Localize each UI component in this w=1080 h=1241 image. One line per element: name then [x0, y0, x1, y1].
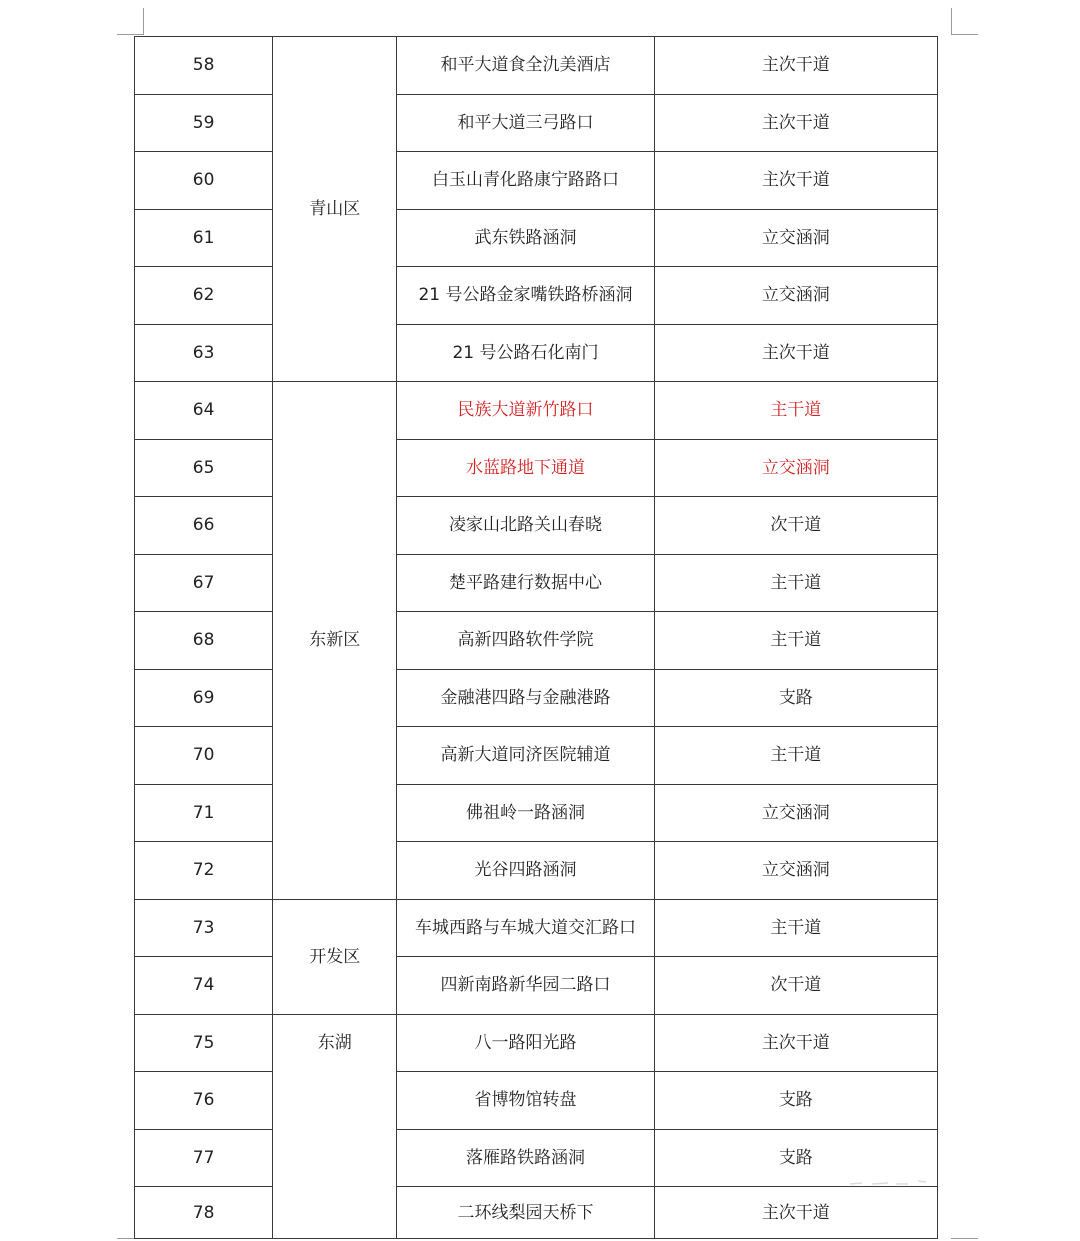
table-row	[135, 612, 938, 670]
location-cell: 21 号公路石化南门	[397, 324, 654, 382]
road-type-cell: 立交涵洞	[654, 842, 937, 900]
location-cell: 武东铁路涵洞	[397, 209, 654, 267]
crop-mark-bottom-right	[951, 1238, 978, 1239]
location-cell: 四新南路新华园二路口	[397, 957, 654, 1015]
row-number-cell: 58	[135, 37, 273, 95]
road-type-cell: 主次干道	[654, 37, 937, 95]
table-row	[135, 37, 938, 95]
table-row	[135, 784, 938, 842]
crop-mark-top-left-vertical	[143, 8, 144, 35]
road-type-cell: 主干道	[654, 899, 937, 957]
location-cell: 和平大道食全氿美酒店	[397, 37, 654, 95]
table-row	[135, 727, 938, 785]
pen-mark	[848, 1178, 928, 1188]
row-number-cell: 61	[135, 209, 273, 267]
road-type-cell: 立交涵洞	[654, 784, 937, 842]
location-cell: 高新大道同济医院辅道	[397, 727, 654, 785]
location-cell: 落雁路铁路涵洞	[397, 1129, 654, 1187]
table-row	[135, 957, 938, 1015]
location-cell: 佛祖岭一路涵洞	[397, 784, 654, 842]
road-type-cell: 主干道	[654, 382, 937, 440]
table-row	[135, 324, 938, 382]
table-row	[135, 382, 938, 440]
waterlogging-points-table	[134, 36, 938, 1239]
district-cell: 青山区	[273, 37, 397, 382]
row-number-cell: 70	[135, 727, 273, 785]
table-row	[135, 439, 938, 497]
location-cell: 白玉山青化路康宁路路口	[397, 152, 654, 210]
table-row	[135, 1129, 938, 1187]
crop-mark-top-right-vertical	[951, 8, 952, 35]
table-row	[135, 209, 938, 267]
table-row	[135, 899, 938, 957]
crop-mark-top-right-horizontal	[951, 34, 978, 35]
table-row	[135, 669, 938, 727]
row-number-cell: 66	[135, 497, 273, 555]
road-type-cell: 主次干道	[654, 1187, 937, 1239]
row-number-cell: 60	[135, 152, 273, 210]
row-number-cell: 72	[135, 842, 273, 900]
table-row	[135, 94, 938, 152]
road-type-cell: 主干道	[654, 727, 937, 785]
row-number-cell: 73	[135, 899, 273, 957]
row-number-cell: 67	[135, 554, 273, 612]
row-number-cell: 75	[135, 1014, 273, 1072]
location-cell: 凌家山北路关山春晓	[397, 497, 654, 555]
table-body	[135, 37, 938, 1239]
road-type-cell: 立交涵洞	[654, 209, 937, 267]
road-type-cell: 主干道	[654, 554, 937, 612]
road-type-cell: 主次干道	[654, 324, 937, 382]
location-cell: 高新四路软件学院	[397, 612, 654, 670]
row-number-cell: 64	[135, 382, 273, 440]
row-number-cell: 77	[135, 1129, 273, 1187]
table-row	[135, 152, 938, 210]
location-cell: 民族大道新竹路口	[397, 382, 654, 440]
district-cell: 开发区	[273, 899, 397, 1014]
road-type-cell: 主次干道	[654, 152, 937, 210]
road-type-cell: 主干道	[654, 612, 937, 670]
road-type-cell: 支路	[654, 1072, 937, 1130]
location-cell: 和平大道三弓路口	[397, 94, 654, 152]
crop-mark-top-left-horizontal	[117, 34, 144, 35]
row-number-cell: 78	[135, 1187, 273, 1239]
road-type-cell: 次干道	[654, 957, 937, 1015]
location-cell: 21 号公路金家嘴铁路桥涵洞	[397, 267, 654, 325]
road-type-cell: 次干道	[654, 497, 937, 555]
row-number-cell: 59	[135, 94, 273, 152]
road-type-cell: 支路	[654, 1129, 937, 1187]
location-cell: 楚平路建行数据中心	[397, 554, 654, 612]
location-cell: 水蓝路地下通道	[397, 439, 654, 497]
row-number-cell: 62	[135, 267, 273, 325]
row-number-cell: 76	[135, 1072, 273, 1130]
location-cell: 二环线梨园天桥下	[397, 1187, 654, 1239]
location-cell: 车城西路与车城大道交汇路口	[397, 899, 654, 957]
table-row	[135, 1187, 938, 1239]
table-row	[135, 1072, 938, 1130]
road-type-cell: 支路	[654, 669, 937, 727]
table-row	[135, 1014, 938, 1072]
row-number-cell: 63	[135, 324, 273, 382]
road-type-cell: 主次干道	[654, 94, 937, 152]
row-number-cell: 74	[135, 957, 273, 1015]
road-type-cell: 主次干道	[654, 1014, 937, 1072]
row-number-cell: 71	[135, 784, 273, 842]
location-cell: 光谷四路涵洞	[397, 842, 654, 900]
table-row	[135, 497, 938, 555]
location-cell: 金融港四路与金融港路	[397, 669, 654, 727]
row-number-cell: 69	[135, 669, 273, 727]
table-row	[135, 554, 938, 612]
location-cell: 省博物馆转盘	[397, 1072, 654, 1130]
district-cell: 东湖	[273, 1014, 397, 1239]
district-cell: 东新区	[273, 382, 397, 900]
table-row	[135, 842, 938, 900]
table-row	[135, 267, 938, 325]
road-type-cell: 立交涵洞	[654, 267, 937, 325]
row-number-cell: 68	[135, 612, 273, 670]
location-cell: 八一路阳光路	[397, 1014, 654, 1072]
row-number-cell: 65	[135, 439, 273, 497]
road-type-cell: 立交涵洞	[654, 439, 937, 497]
